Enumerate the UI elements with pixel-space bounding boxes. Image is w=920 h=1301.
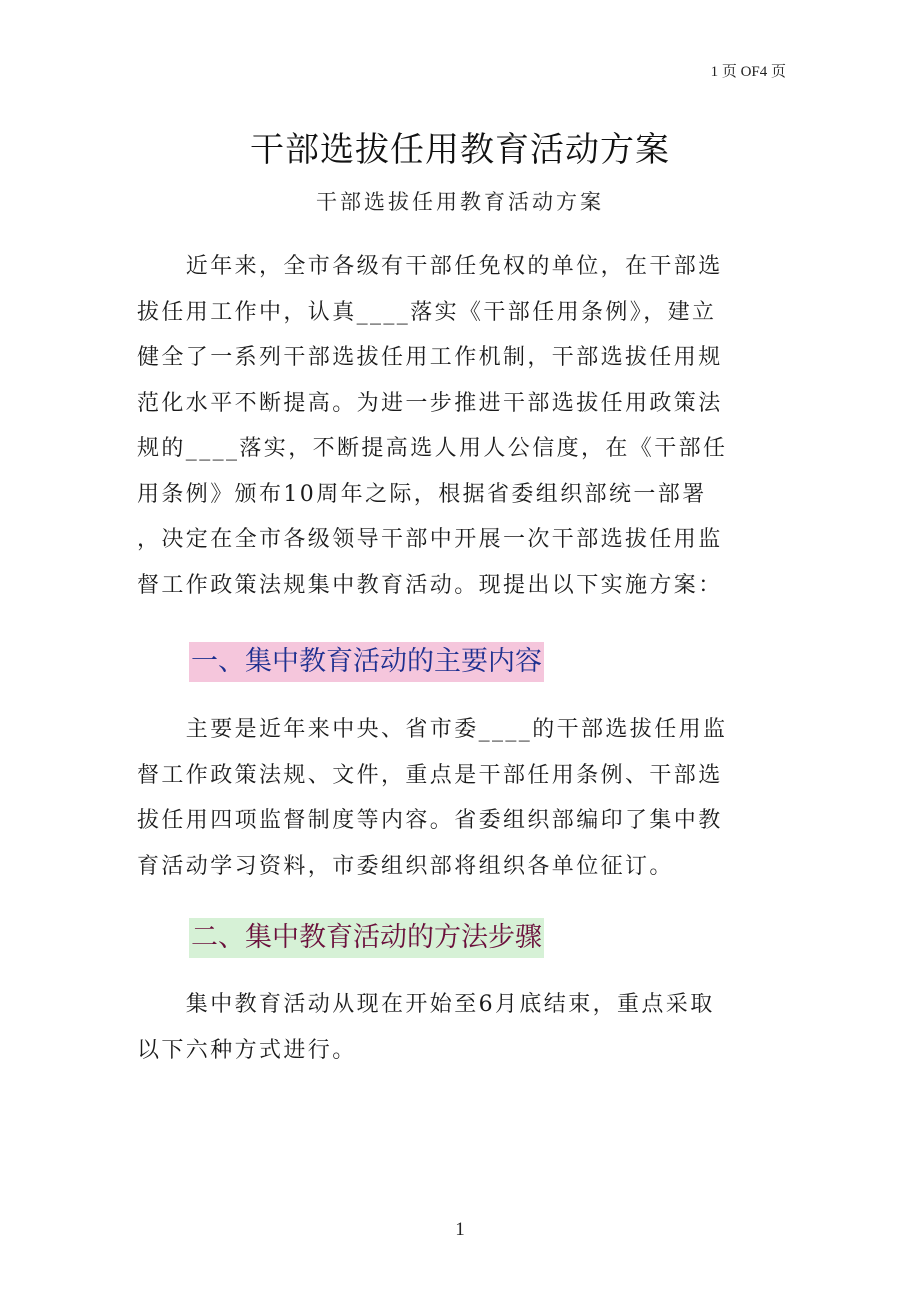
paragraph-line: 以下六种方式进行。 [137, 1037, 357, 1063]
paragraph-line: 范化水平不断提高。为进一步推进干部选拔任用政策法 [137, 390, 723, 416]
document-subtitle: 干部选拔任用教育活动方案 [316, 190, 604, 214]
section-heading-main-content: 一、集中教育活动的主要内容 [189, 642, 544, 682]
paragraph-line: 督工作政策法规集中教育活动。现提出以下实施方案： [137, 572, 723, 598]
paragraph-line: 育活动学习资料，市委组织部将组织各单位征订。 [137, 853, 674, 879]
section-heading-methods-steps: 二、集中教育活动的方法步骤 [189, 918, 544, 958]
intro-paragraph [137, 244, 777, 608]
paragraph-line: 拔任用工作中，认真____落实《干部任用条例》，建立 [137, 299, 717, 325]
section2-paragraph [137, 982, 777, 1073]
section1-paragraph [137, 707, 777, 889]
paragraph-line: 集中教育活动从现在开始至6月底结束，重点采取 [137, 992, 715, 1017]
paragraph-line: 近年来，全市各级有干部任免权的单位，在干部选 [137, 254, 723, 279]
paragraph-line: 督工作政策法规、文件，重点是干部任用条例、干部选 [137, 762, 723, 788]
paragraph-line: 健全了一系列干部选拔任用工作机制，干部选拔任用规 [137, 345, 723, 370]
document-title: 干部选拔任用教育活动方案 [250, 130, 670, 170]
paragraph-line: 拔任用四项监督制度等内容。省委组织部编印了集中教 [137, 808, 723, 833]
paragraph-line: 主要是近年来中央、省市委____的干部选拔任用监 [137, 717, 728, 742]
paragraph-line: 规的____落实，不断提高选人用人公信度，在《干部任 [137, 436, 728, 461]
paragraph-line: ，决定在全市各级领导干部中开展一次干部选拔任用监 [137, 527, 723, 552]
page-counter: 1 页 OF4 页 [710, 64, 786, 80]
page-number: 1 [455, 1219, 465, 1240]
paragraph-line: 用条例》颁布10周年之际，根据省委组织部统一部署 [137, 481, 707, 507]
